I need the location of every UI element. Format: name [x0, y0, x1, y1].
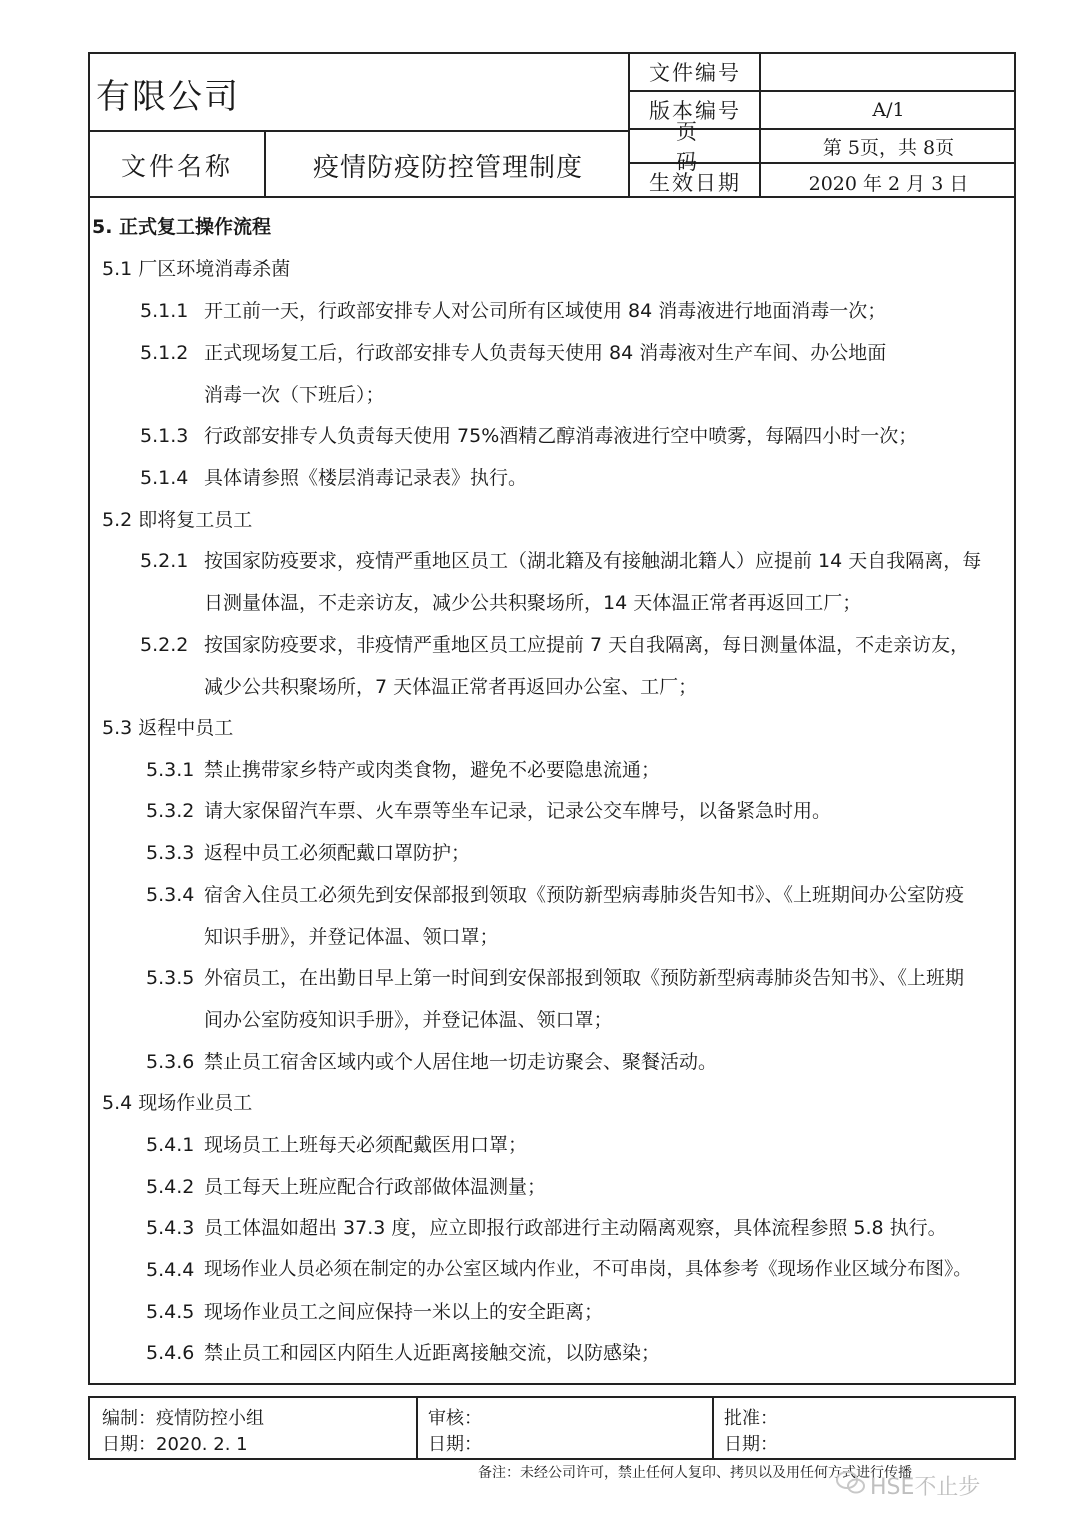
page-label: 页码: [676, 120, 743, 174]
review-date: 日期：: [428, 1434, 482, 1455]
doc-number-value: [761, 54, 1016, 90]
item-number: 5.3.4: [146, 884, 195, 906]
item-text: 员工每天上班应配合行政部做体温测量；: [204, 1176, 547, 1198]
item-number: 5.1.1: [140, 300, 189, 322]
item-text: 员工体温如超出 37.3 度，应立即报行政部进行主动隔离观察，具体流程参照 5.8 执行。: [204, 1217, 947, 1239]
divider: [416, 1398, 418, 1458]
item-text: 消毒一次（下班后）；: [204, 384, 385, 406]
item-text: 请大家保留汽车票、火车票等坐车记录，记录公交车牌号，以备紧急时用。: [204, 800, 832, 822]
item-number: 5.4.4: [146, 1259, 195, 1281]
effective-date-value: 2020 年 2 月 3 日: [808, 172, 969, 195]
subsection-title: 5.4 现场作业员工: [102, 1092, 253, 1114]
item-number: 5.1.3: [140, 425, 189, 447]
item-number: 5.2.1: [140, 550, 189, 572]
subsection-title: 5.2 即将复工员工: [102, 509, 253, 531]
compiled-date: 日期：2020. 2. 1: [102, 1434, 248, 1455]
effective-date-label: 生效日期: [649, 171, 741, 195]
item-number: 5.1.4: [140, 467, 189, 489]
section-title: 5. 正式复工操作流程: [92, 216, 272, 238]
review-label: 审核：: [428, 1408, 482, 1429]
item-text: 开工前一天，行政部安排专人对公司所有区域使用 84 消毒液进行地面消毒一次；: [204, 300, 887, 322]
wechat-icon: [836, 1470, 866, 1496]
item-text: 禁止携带家乡特产或肉类食物，避免不必要隐患流通；: [204, 759, 661, 781]
item-text: 返程中员工必须配戴口罩防护；: [204, 842, 471, 864]
divider: [712, 1398, 714, 1458]
doc-number-label: 文件编号: [649, 61, 741, 85]
item-text: 减少公共积聚场所，7 天体温正常者再返回办公室、工厂；: [204, 676, 698, 698]
item-number: 5.3.6: [146, 1051, 195, 1073]
version-value: A/1: [872, 99, 905, 121]
subsection-title: 5.1 厂区环境消毒杀菌: [102, 258, 291, 280]
signature-table: [88, 1396, 1016, 1460]
item-number: 5.4.2: [146, 1176, 195, 1198]
item-number: 5.4.1: [146, 1134, 195, 1156]
item-text: 间办公室防疫知识手册》，并登记体温、领口罩；: [204, 1009, 613, 1031]
item-number: 5.3.3: [146, 842, 195, 864]
item-text: 具体请参照《楼层消毒记录表》执行。: [204, 467, 528, 489]
item-number: 5.3.5: [146, 967, 195, 989]
item-text: 禁止员工和园区内陌生人近距离接触交流，以防感染；: [204, 1342, 661, 1364]
item-text: 正式现场复工后，行政部安排专人负责每天使用 84 消毒液对生产车间、办公地面: [204, 342, 887, 364]
item-text: 行政部安排专人负责每天使用 75%酒精乙醇消毒液进行空中喷雾，每隔四小时一次；: [204, 425, 918, 447]
version-label: 版本编号: [649, 99, 741, 123]
header-table: [88, 52, 1016, 198]
item-text: 按国家防疫要求，非疫情严重地区员工应提前 7 天自我隔离，每日测量体温，不走亲访友，: [204, 634, 970, 656]
item-text: 现场作业人员必须在制定的办公室区域内作业，不可串岗，具体参考《现场作业区域分布图》。: [204, 1259, 972, 1280]
item-number: 5.3.1: [146, 759, 195, 781]
item-text: 禁止员工宿舍区域内或个人居住地一切走访聚会、聚餐活动。: [204, 1051, 718, 1073]
copyright-note: 备注：未经公司许可，禁止任何人复印、拷贝以及用任何方式进行传播: [478, 1465, 912, 1481]
item-text: 宿舍入住员工必须先到安保部报到领取《预防新型病毒肺炎告知书》、《上班期间办公室防疫: [204, 884, 965, 906]
subsection-title: 5.3 返程中员工: [102, 717, 234, 739]
company-name: 有限公司: [96, 76, 240, 117]
watermark: HSE不止步: [870, 1475, 981, 1500]
item-text: 外宿员工，在出勤日早上第一时间到安保部报到领取《预防新型病毒肺炎告知书》、《上班期: [204, 967, 965, 989]
item-number: 5.4.5: [146, 1301, 195, 1323]
approve-date: 日期：: [724, 1434, 778, 1455]
item-text: 知识手册》，并登记体温、领口罩；: [204, 926, 499, 948]
content-box: [88, 198, 1016, 1385]
item-number: 5.4.6: [146, 1342, 195, 1364]
item-number: 5.2.2: [140, 634, 189, 656]
doc-name-label: 文件名称: [120, 152, 233, 181]
approve-label: 批准：: [724, 1408, 778, 1429]
item-text: 现场员工上班每天必须配戴医用口罩；: [204, 1134, 528, 1156]
item-text: 按国家防疫要求，疫情严重地区员工（湖北籍及有接触湖北籍人）应提前 14 天自我隔离，每: [204, 550, 982, 572]
page-value: 第 5页，共 8页: [822, 136, 955, 159]
item-number: 5.1.2: [140, 342, 189, 364]
doc-name: 疫情防疫防控管理制度: [312, 152, 583, 183]
item-number: 5.3.2: [146, 800, 195, 822]
item-text: 日测量体温，不走亲访友，减少公共积聚场所，14 天体温正常者再返回工厂；: [204, 592, 862, 614]
item-number: 5.4.3: [146, 1217, 195, 1239]
item-text: 现场作业员工之间应保持一米以上的安全距离；: [204, 1301, 604, 1323]
compiled-by: 编制：疫情防控小组: [102, 1408, 264, 1429]
